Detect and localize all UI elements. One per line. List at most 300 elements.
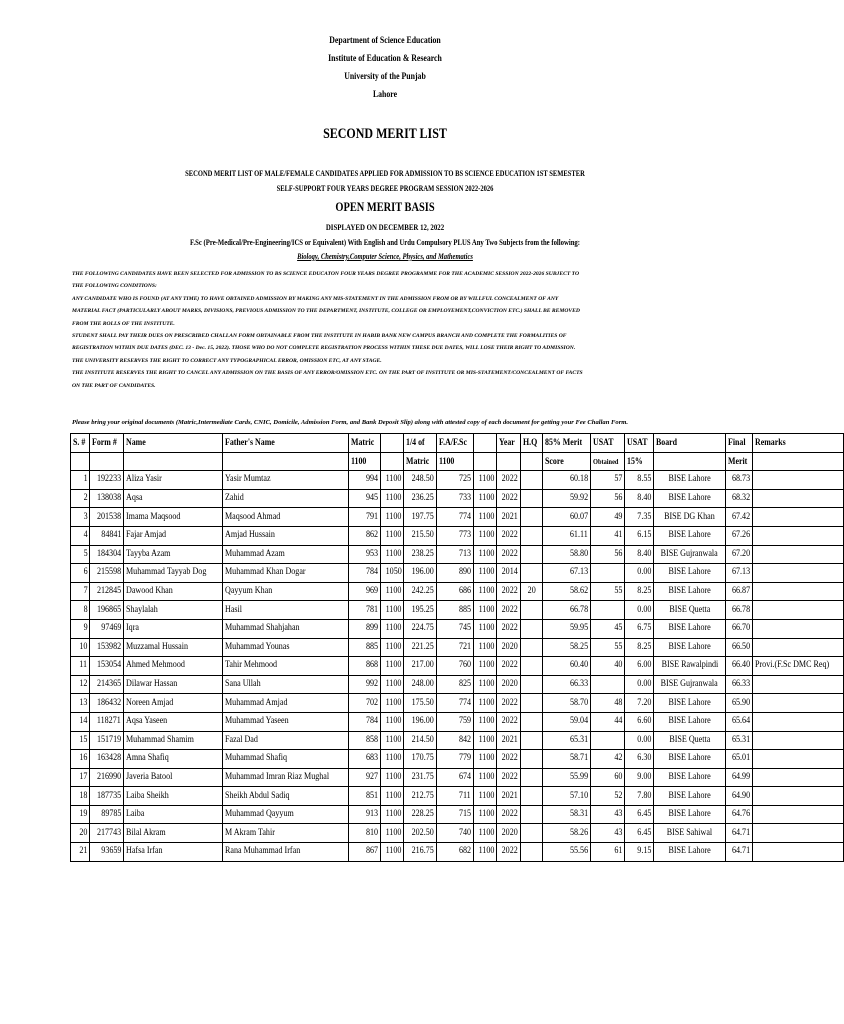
- cell-fsc-marks: 774: [436, 694, 474, 713]
- cell-matric-total: 1100: [380, 526, 404, 545]
- cell-usat-15: 9.00: [625, 768, 654, 787]
- cell-matric-marks: 791: [348, 508, 380, 527]
- cell-quarter-matric: 170.75: [404, 750, 436, 769]
- cell-name: Ahmed Mehmood: [124, 657, 222, 676]
- table-row: [71, 824, 844, 843]
- cell-quarter-matric: 196.00: [404, 712, 436, 731]
- cell-fsc-total: 1100: [474, 489, 497, 508]
- header-remarks: [753, 452, 844, 471]
- cell-quarter-matric: 175.50: [404, 694, 436, 713]
- cell-serial: 13: [71, 694, 90, 713]
- cell-merit-score: 66.33: [542, 675, 590, 694]
- cell-form-number: 215598: [90, 564, 124, 583]
- cell-hq: [521, 694, 543, 713]
- cell-matric-total: 1100: [380, 545, 404, 564]
- cell-usat-15: 0.00: [625, 564, 654, 583]
- cell-usat-15: 6.45: [625, 805, 654, 824]
- cell-usat-15: 6.75: [625, 619, 654, 638]
- header-row: [71, 434, 844, 453]
- cell-fsc-total: 1100: [474, 750, 497, 769]
- cell-hq: [521, 545, 543, 564]
- cell-quarter-matric: 216.75: [404, 843, 436, 862]
- cell-year: 2022: [497, 526, 521, 545]
- cell-fsc-marks: 686: [436, 582, 474, 601]
- cell-remarks: [753, 601, 844, 620]
- cell-father-name: Muhammad Shahjahan: [222, 619, 348, 638]
- table-row: [71, 657, 844, 676]
- cell-matric-total: 1100: [380, 805, 404, 824]
- cell-name: Dawood Khan: [124, 582, 222, 601]
- cell-board: BISE Lahore: [654, 564, 725, 583]
- cell-year: 2021: [497, 731, 521, 750]
- cell-usat-obtained: 41: [590, 526, 625, 545]
- cell-matric-marks: 868: [348, 657, 380, 676]
- cell-matric-total: 1100: [380, 694, 404, 713]
- cell-final-merit: 65.64: [725, 712, 752, 731]
- cell-father-name: Muhammad Yaseen: [222, 712, 348, 731]
- cell-final-merit: 68.32: [725, 489, 752, 508]
- cell-matric-total: 1100: [380, 824, 404, 843]
- cell-fsc-marks: 885: [436, 601, 474, 620]
- cell-matric-total: 1100: [380, 508, 404, 527]
- header-matric-total: [380, 434, 404, 453]
- cell-hq: [521, 805, 543, 824]
- cell-remarks: [753, 805, 844, 824]
- cell-usat-obtained: [590, 564, 625, 583]
- cell-name: Aqsa Yaseen: [124, 712, 222, 731]
- cell-final-merit: 67.42: [725, 508, 752, 527]
- cell-remarks: [753, 545, 844, 564]
- cell-usat-obtained: 43: [590, 824, 625, 843]
- table-row: [71, 768, 844, 787]
- cell-usat-obtained: 56: [590, 489, 625, 508]
- cell-matric-marks: 702: [348, 694, 380, 713]
- cell-form-number: 97469: [90, 619, 124, 638]
- cell-matric-marks: 994: [348, 471, 380, 490]
- cell-year: 2022: [497, 768, 521, 787]
- cell-usat-15: 8.25: [625, 638, 654, 657]
- cell-name: Fajar Amjad: [124, 526, 222, 545]
- cell-merit-score: 58.71: [542, 750, 590, 769]
- cell-board: BISE Lahore: [654, 750, 725, 769]
- cell-year: 2022: [497, 545, 521, 564]
- header-fsc-total: [474, 434, 497, 453]
- cell-quarter-matric: 217.00: [404, 657, 436, 676]
- cell-father-name: M Akram Tahir: [222, 824, 348, 843]
- cell-board: BISE Lahore: [654, 712, 725, 731]
- cell-merit-score: 60.18: [542, 471, 590, 490]
- cell-matric-marks: 927: [348, 768, 380, 787]
- cell-remarks: [753, 712, 844, 731]
- cell-year: 2022: [497, 712, 521, 731]
- header-usat-15: 15%: [625, 452, 654, 471]
- cell-serial: 2: [71, 489, 90, 508]
- department-name: Department of Science Education: [329, 36, 441, 46]
- header-fsc-marks: 1100: [436, 452, 474, 471]
- cell-usat-obtained: 55: [590, 582, 625, 601]
- cell-year: 2022: [497, 489, 521, 508]
- display-date: DISPLAYED ON DECEMBER 12, 2022: [325, 222, 445, 232]
- cell-fsc-total: 1100: [474, 843, 497, 862]
- cell-matric-total: 1100: [380, 619, 404, 638]
- cell-quarter-matric: 238.25: [404, 545, 436, 564]
- cell-final-merit: 65.01: [725, 750, 752, 769]
- header-board: [654, 452, 725, 471]
- cell-year: 2014: [497, 564, 521, 583]
- cell-fsc-total: 1100: [474, 545, 497, 564]
- cell-hq: [521, 471, 543, 490]
- cell-quarter-matric: 215.50: [404, 526, 436, 545]
- cell-hq: [521, 489, 543, 508]
- header-name: [124, 452, 222, 471]
- header-row: [71, 452, 844, 471]
- cell-fsc-marks: 711: [436, 787, 474, 806]
- cell-usat-15: 6.60: [625, 712, 654, 731]
- header-matric-marks: 1100: [348, 452, 380, 471]
- header-usat-obtained: USAT: [590, 434, 625, 453]
- cell-hq: [521, 712, 543, 731]
- table-row: [71, 638, 844, 657]
- cell-quarter-matric: 248.00: [404, 675, 436, 694]
- cell-serial: 21: [71, 843, 90, 862]
- header-matric-total: [380, 452, 404, 471]
- cell-serial: 9: [71, 619, 90, 638]
- cell-year: 2022: [497, 471, 521, 490]
- cell-fsc-marks: 842: [436, 731, 474, 750]
- city-name: Lahore: [372, 90, 398, 100]
- cell-merit-score: 58.70: [542, 694, 590, 713]
- cell-usat-obtained: 52: [590, 787, 625, 806]
- cell-year: 2022: [497, 619, 521, 638]
- cell-board: BISE Lahore: [654, 619, 725, 638]
- cell-name: Muhammad Tayyab Dog: [124, 564, 222, 583]
- cell-quarter-matric: 224.75: [404, 619, 436, 638]
- cell-father-name: Rana Muhammad Irfan: [222, 843, 348, 862]
- cell-quarter-matric: 228.25: [404, 805, 436, 824]
- header-matric-marks: Matric: [348, 434, 380, 453]
- cell-father-name: Muhammad Khan Dogar: [222, 564, 348, 583]
- table-row: [71, 545, 844, 564]
- cell-fsc-total: 1100: [474, 694, 497, 713]
- cell-father-name: Amjad Hussain: [222, 526, 348, 545]
- table-row: [71, 471, 844, 490]
- cell-usat-15: 7.20: [625, 694, 654, 713]
- cell-usat-obtained: 56: [590, 545, 625, 564]
- cell-father-name: Muhammad Shafiq: [222, 750, 348, 769]
- header-hq: [521, 452, 543, 471]
- cell-hq: [521, 657, 543, 676]
- cell-final-merit: 66.40: [725, 657, 752, 676]
- cell-year: 2020: [497, 675, 521, 694]
- cell-remarks: [753, 787, 844, 806]
- cell-usat-15: 8.25: [625, 582, 654, 601]
- cell-fsc-total: 1100: [474, 471, 497, 490]
- header-serial: [71, 452, 90, 471]
- header-father-name: Father's Name: [222, 434, 348, 453]
- cell-matric-total: 1100: [380, 582, 404, 601]
- table-row: [71, 508, 844, 527]
- cell-father-name: Muhammad Azam: [222, 545, 348, 564]
- cell-usat-obtained: 43: [590, 805, 625, 824]
- cell-merit-score: 59.04: [542, 712, 590, 731]
- cell-quarter-matric: 231.75: [404, 768, 436, 787]
- cell-father-name: Muhammad Qayyum: [222, 805, 348, 824]
- cell-quarter-matric: 212.75: [404, 787, 436, 806]
- cell-name: Hafsa Irfan: [124, 843, 222, 862]
- header-year: [497, 452, 521, 471]
- table-row: [71, 582, 844, 601]
- cell-matric-total: 1100: [380, 768, 404, 787]
- cell-usat-obtained: 55: [590, 638, 625, 657]
- cell-serial: 6: [71, 564, 90, 583]
- cell-fsc-total: 1100: [474, 824, 497, 843]
- header-merit-score: Score: [542, 452, 590, 471]
- cell-serial: 10: [71, 638, 90, 657]
- cell-merit-score: 65.31: [542, 731, 590, 750]
- cell-matric-marks: 953: [348, 545, 380, 564]
- page-title: SECOND MERIT LIST: [323, 126, 447, 142]
- cell-board: BISE Lahore: [654, 582, 725, 601]
- cell-matric-marks: 784: [348, 564, 380, 583]
- condition-line: THE FOLLOWING CANDIDATES HAVE BEEN SELECTED FOR ADMISSION TO BS SCIENCE EDUCATON FOUR YEARS DEGREE PROGRAMME FOR THE ACADEMIC SESSION 2022-2026 SUBJECT TO: [72, 271, 579, 277]
- table-header: [71, 434, 844, 471]
- header-year: Year: [497, 434, 521, 453]
- cell-fsc-marks: 890: [436, 564, 474, 583]
- cell-merit-score: 55.56: [542, 843, 590, 862]
- cell-year: 2022: [497, 657, 521, 676]
- cell-merit-score: 57.10: [542, 787, 590, 806]
- cell-serial: 11: [71, 657, 90, 676]
- cell-name: Aliza Yasir: [124, 471, 222, 490]
- cell-quarter-matric: 242.25: [404, 582, 436, 601]
- cell-fsc-marks: 759: [436, 712, 474, 731]
- cell-merit-score: 58.80: [542, 545, 590, 564]
- cell-matric-total: 1100: [380, 712, 404, 731]
- cell-father-name: Zahid: [222, 489, 348, 508]
- header-remarks: Remarks: [753, 434, 844, 453]
- cell-serial: 12: [71, 675, 90, 694]
- cell-matric-total: 1100: [380, 787, 404, 806]
- cell-father-name: Qayyum Khan: [222, 582, 348, 601]
- cell-board: BISE Lahore: [654, 638, 725, 657]
- cell-hq: [521, 843, 543, 862]
- cell-name: Amna Shafiq: [124, 750, 222, 769]
- cell-final-merit: 64.99: [725, 768, 752, 787]
- cell-remarks: [753, 731, 844, 750]
- cell-usat-obtained: 49: [590, 508, 625, 527]
- cell-fsc-total: 1100: [474, 582, 497, 601]
- cell-form-number: 187735: [90, 787, 124, 806]
- cell-hq: [521, 768, 543, 787]
- cell-father-name: Muhammad Imran Riaz Mughal: [222, 768, 348, 787]
- cell-year: 2022: [497, 601, 521, 620]
- cell-hq: [521, 638, 543, 657]
- eligibility-criteria: F.Sc (Pre-Medical/Pre-Engineering/ICS or Equivalent) With English and Urdu Compulsory PLUS Any Two Subjects from the following:: [190, 238, 580, 247]
- cell-matric-total: 1100: [380, 731, 404, 750]
- institute-name: Institute of Education & Research: [328, 54, 442, 64]
- cell-fsc-marks: 740: [436, 824, 474, 843]
- table-row: [71, 619, 844, 638]
- cell-fsc-marks: 733: [436, 489, 474, 508]
- cell-merit-score: 67.13: [542, 564, 590, 583]
- cell-remarks: [753, 675, 844, 694]
- cell-fsc-marks: 779: [436, 750, 474, 769]
- cell-board: BISE Gujranwala: [654, 545, 725, 564]
- cell-usat-obtained: 61: [590, 843, 625, 862]
- cell-hq: [521, 601, 543, 620]
- cell-quarter-matric: 196.00: [404, 564, 436, 583]
- cell-merit-score: 58.31: [542, 805, 590, 824]
- table-row: [71, 712, 844, 731]
- cell-merit-score: 58.25: [542, 638, 590, 657]
- header-merit-score: 85% Merit: [542, 434, 590, 453]
- cell-matric-total: 1100: [380, 638, 404, 657]
- cell-usat-obtained: 48: [590, 694, 625, 713]
- table-row: [71, 805, 844, 824]
- cell-final-merit: 66.78: [725, 601, 752, 620]
- cell-form-number: 212845: [90, 582, 124, 601]
- cell-hq: [521, 675, 543, 694]
- cell-form-number: 93659: [90, 843, 124, 862]
- cell-name: Muzzamal Hussain: [124, 638, 222, 657]
- condition-line: MATERIAL FACT (PARTICULARLY ABOUT MARKS, DIVISIONS, PREVIOUS ADMISSION TO THE DEPARTMENT, INSTITUTE, COLLEGE OR EMPLOYEMENT,CONVICTION ETC.) SHALL BE REMOVED: [72, 308, 580, 315]
- condition-line: FROM THE ROLLS OF THE INSTITUTE.: [72, 320, 175, 327]
- cell-merit-score: 66.78: [542, 601, 590, 620]
- cell-matric-marks: 969: [348, 582, 380, 601]
- cell-usat-15: 6.00: [625, 657, 654, 676]
- cell-board: BISE Lahore: [654, 471, 725, 490]
- cell-matric-marks: 899: [348, 619, 380, 638]
- cell-fsc-marks: 721: [436, 638, 474, 657]
- cell-year: 2022: [497, 582, 521, 601]
- table-row: [71, 694, 844, 713]
- cell-usat-15: 7.80: [625, 787, 654, 806]
- cell-remarks: [753, 489, 844, 508]
- cell-remarks: [753, 619, 844, 638]
- cell-name: Bilal Akram: [124, 824, 222, 843]
- cell-matric-total: 1100: [380, 657, 404, 676]
- cell-usat-obtained: 40: [590, 657, 625, 676]
- cell-name: Shaylalah: [124, 601, 222, 620]
- cell-final-merit: 64.76: [725, 805, 752, 824]
- header-board: Board: [654, 434, 725, 453]
- condition-line: THE INSTITUTE RESERVES THE RIGHT TO CANCEL ANY ADMISSION ON THE BASIS OF ANY ERROR/OMISSION ETC. ON THE PART OF INSTITUTE OR MIS-STATEMENT/CONCEALMENT OF FACTS: [72, 370, 583, 377]
- cell-remarks: [753, 824, 844, 843]
- cell-board: BISE Lahore: [654, 843, 725, 862]
- cell-final-merit: 64.71: [725, 824, 752, 843]
- cell-usat-obtained: 57: [590, 471, 625, 490]
- cell-fsc-total: 1100: [474, 787, 497, 806]
- cell-board: BISE Quetta: [654, 601, 725, 620]
- cell-father-name: Sana Ullah: [222, 675, 348, 694]
- cell-merit-score: 61.11: [542, 526, 590, 545]
- cell-fsc-total: 1100: [474, 712, 497, 731]
- header-form-number: Form #: [90, 434, 124, 453]
- cell-name: Noreen Amjad: [124, 694, 222, 713]
- cell-form-number: 186432: [90, 694, 124, 713]
- cell-hq: [521, 619, 543, 638]
- table-row: [71, 526, 844, 545]
- cell-fsc-total: 1100: [474, 508, 497, 527]
- cell-year: 2022: [497, 843, 521, 862]
- cell-name: Iqra: [124, 619, 222, 638]
- cell-board: BISE Sahiwal: [654, 824, 725, 843]
- merit-list-table: [70, 433, 844, 862]
- cell-form-number: 192233: [90, 471, 124, 490]
- cell-usat-obtained: 44: [590, 712, 625, 731]
- cell-fsc-marks: 713: [436, 545, 474, 564]
- cell-form-number: 89785: [90, 805, 124, 824]
- cell-board: BISE Lahore: [654, 768, 725, 787]
- cell-hq: [521, 564, 543, 583]
- condition-line: ON THE PART OF CANDIDATES.: [72, 382, 156, 389]
- cell-year: 2020: [497, 824, 521, 843]
- cell-matric-total: 1050: [380, 564, 404, 583]
- cell-father-name: Muhammad Amjad: [222, 694, 348, 713]
- cell-usat-obtained: 42: [590, 750, 625, 769]
- eligible-subjects: Biology, Chemistry,Computer Science, Physics, and Mathematics: [297, 252, 473, 261]
- cell-form-number: 84841: [90, 526, 124, 545]
- table-row: [71, 787, 844, 806]
- header-quarter-matric: Matric: [404, 452, 436, 471]
- cell-quarter-matric: 197.75: [404, 508, 436, 527]
- cell-hq: 20: [521, 582, 543, 601]
- cell-year: 2022: [497, 805, 521, 824]
- cell-matric-marks: 913: [348, 805, 380, 824]
- cell-matric-marks: 858: [348, 731, 380, 750]
- cell-board: BISE Lahore: [654, 489, 725, 508]
- cell-fsc-marks: 674: [436, 768, 474, 787]
- cell-remarks: [753, 843, 844, 862]
- cell-serial: 5: [71, 545, 90, 564]
- cell-form-number: 216990: [90, 768, 124, 787]
- subtitle-line-1: SECOND MERIT LIST OF MALE/FEMALE CANDIDATES APPLIED FOR ADMISSION TO BS SCIENCE EDUCATION 1ST SEMESTER: [185, 169, 585, 178]
- cell-final-merit: 66.33: [725, 675, 752, 694]
- cell-form-number: 138038: [90, 489, 124, 508]
- cell-form-number: 214365: [90, 675, 124, 694]
- cell-merit-score: 60.40: [542, 657, 590, 676]
- cell-board: BISE Lahore: [654, 787, 725, 806]
- cell-fsc-total: 1100: [474, 619, 497, 638]
- cell-father-name: Yasir Mumtaz: [222, 471, 348, 490]
- cell-usat-obtained: [590, 675, 625, 694]
- cell-matric-total: 1100: [380, 489, 404, 508]
- cell-board: BISE Rawalpindi: [654, 657, 725, 676]
- cell-remarks: [753, 750, 844, 769]
- cell-remarks: [753, 638, 844, 657]
- cell-fsc-marks: 682: [436, 843, 474, 862]
- cell-final-merit: 67.20: [725, 545, 752, 564]
- header-serial: S. #: [71, 434, 90, 453]
- subtitle-line-2: SELF-SUPPORT FOUR YEARS DEGREE PROGRAM SESSION 2022-2026: [276, 184, 494, 193]
- cell-final-merit: 68.73: [725, 471, 752, 490]
- cell-serial: 15: [71, 731, 90, 750]
- header-name: Name: [124, 434, 222, 453]
- cell-serial: 3: [71, 508, 90, 527]
- header-final-merit: Merit: [725, 452, 752, 471]
- cell-name: Laiba: [124, 805, 222, 824]
- cell-serial: 18: [71, 787, 90, 806]
- condition-line: REGISTRATION WITHIN DUE DATES (DEC. 13 - Dec. 15, 2022). THOSE WHO DO NOT COMPLETE REGISTRATION PROCESS WITHIN THESE DUE DATES, WILL LOSE THEIR RIGHT TO ADMISSION.: [72, 345, 576, 352]
- cell-matric-total: 1100: [380, 601, 404, 620]
- cell-fsc-marks: 774: [436, 508, 474, 527]
- cell-matric-marks: 683: [348, 750, 380, 769]
- header-quarter-matric: 1/4 of: [404, 434, 436, 453]
- merit-basis: OPEN MERIT BASIS: [335, 199, 435, 214]
- cell-form-number: 153982: [90, 638, 124, 657]
- cell-father-name: Muhammad Younas: [222, 638, 348, 657]
- cell-board: BISE Lahore: [654, 694, 725, 713]
